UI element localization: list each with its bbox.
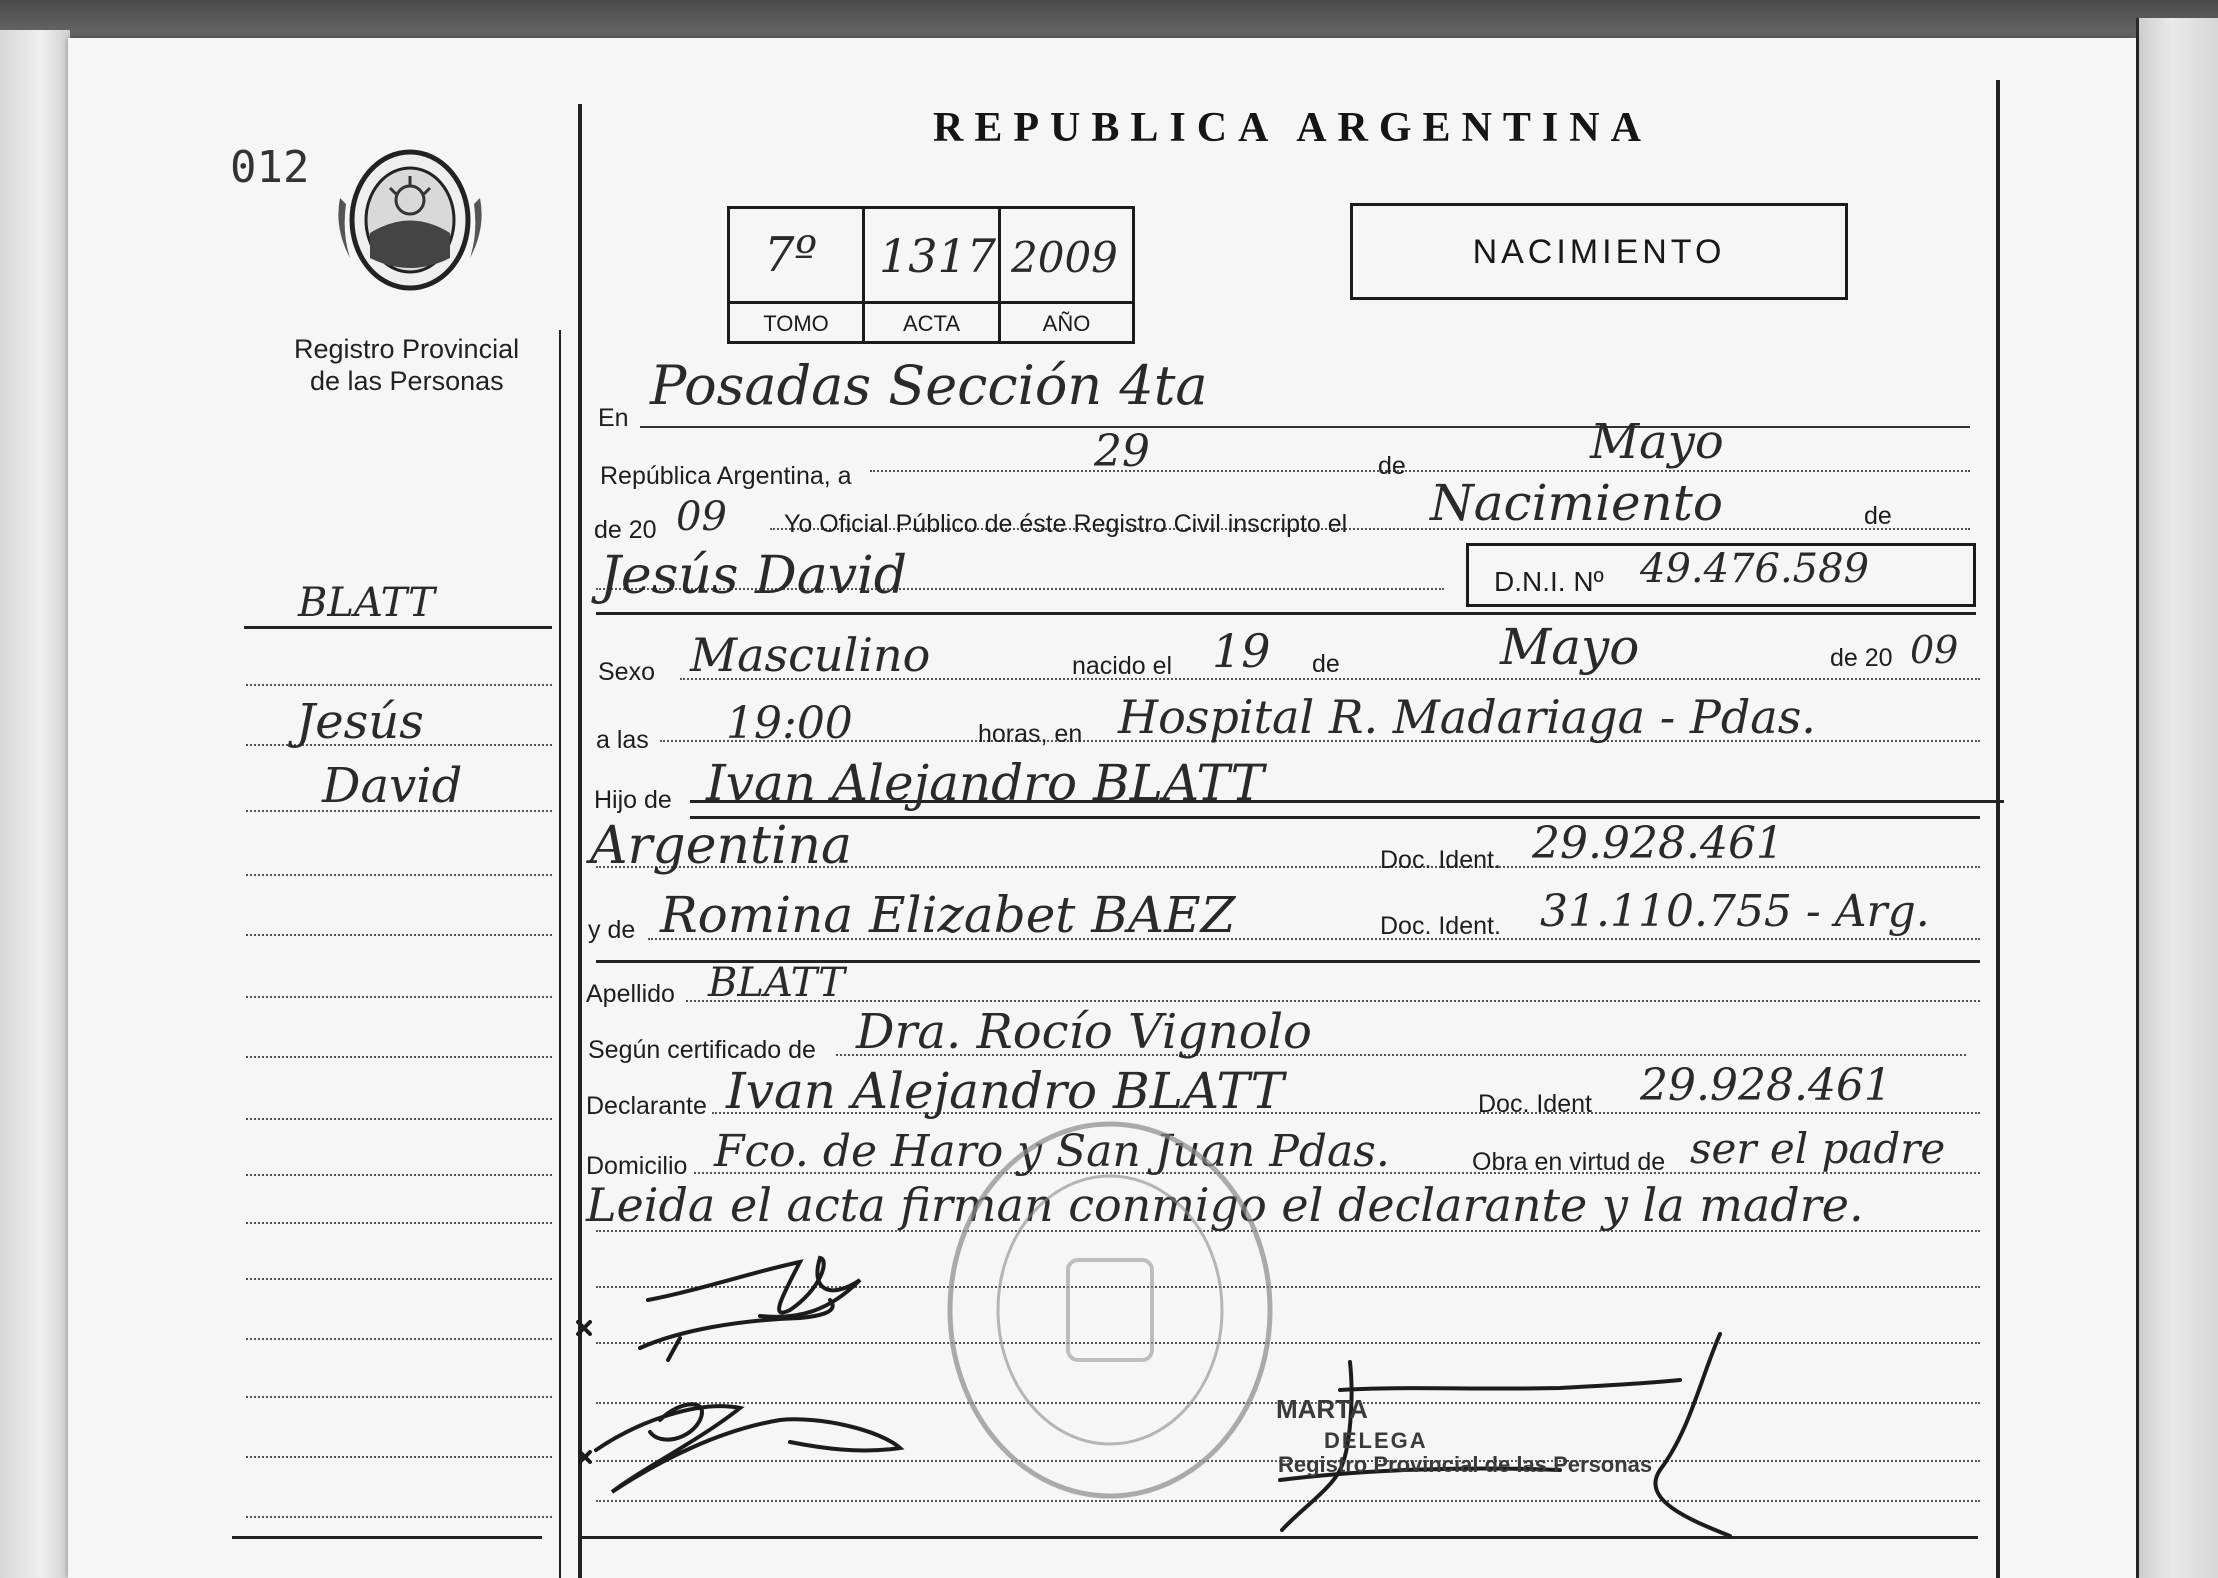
stamp-office: Registro Provincial de las Personas (1278, 1452, 1653, 1477)
document-title: REPUBLICA ARGENTINA (933, 105, 1652, 151)
value-madre: Romina Elizabet BAEZ (660, 886, 1236, 944)
value-padre-doc: 29.928.461 (1532, 818, 1784, 869)
misiones-seal-icon (330, 138, 490, 308)
label-de-3: de (1312, 650, 1340, 678)
margin-line (246, 1118, 552, 1120)
label-de-20: de 20 (594, 516, 657, 544)
record-type-box: NACIMIENTO (1350, 203, 1848, 300)
value-lugar-nac: Hospital R. Madariaga - Pdas. (1118, 690, 1816, 744)
tomo-label: TOMO (730, 301, 865, 344)
margin-surname: BLATT (298, 580, 435, 626)
value-sexo: Masculino (690, 628, 931, 682)
next-page-edge (2136, 18, 2218, 1578)
margin-given-name-1: Jesús (296, 694, 424, 750)
form-line-hijo-2 (690, 816, 1980, 819)
record-number-box (727, 206, 1135, 344)
label-nacido: nacido el (1072, 652, 1173, 680)
label-a-las: a las (596, 726, 649, 754)
form-line-apellido (686, 1000, 1980, 1002)
margin-solid-line-top (244, 626, 552, 629)
label-de-2: de (1864, 502, 1892, 530)
margin-line (246, 1338, 552, 1340)
anio-cell (1001, 209, 1135, 301)
anio-value: 2009 (1011, 233, 1118, 282)
value-padre: Ivan Alejandro BLATT (706, 754, 1264, 812)
value-leida: Leida el acta firman conmigo el declarante y la madre. (586, 1178, 1864, 1232)
margin-line (246, 1456, 552, 1458)
label-domicilio: Domicilio (586, 1152, 688, 1180)
value-anio-nac: 09 (1910, 628, 1959, 672)
margin-line (246, 996, 552, 998)
label-en: En (598, 404, 629, 432)
acta-cell (865, 209, 1001, 301)
margin-given-name-2: David (322, 758, 463, 814)
label-dni: D.N.I. Nº (1494, 566, 1604, 597)
label-obra: Obra en virtud de (1472, 1148, 1666, 1176)
margin-line (246, 1516, 552, 1518)
value-inscripto: Nacimiento (1430, 474, 1723, 532)
label-sexo: Sexo (598, 658, 655, 686)
tomo-cell (730, 209, 865, 301)
value-obra: ser el padre (1690, 1124, 1946, 1173)
margin-solid-line-bottom (232, 1536, 542, 1539)
form-line-blank (596, 1342, 1980, 1344)
value-padre-nacionalidad: Argentina (590, 816, 852, 876)
anio-label: AÑO (1001, 301, 1132, 344)
value-mes-nac: Mayo (1500, 618, 1640, 676)
official-round-stamp-icon (940, 1110, 1280, 1510)
stamp-official-role: DELEGA (1324, 1428, 1428, 1453)
page-number: 012 (230, 142, 310, 193)
value-mes: Mayo (1590, 414, 1724, 470)
value-anio: 09 (676, 494, 727, 540)
value-dia-nac: 19 (1212, 624, 1271, 678)
label-y-de: y de (588, 916, 636, 944)
value-dia: 29 (1094, 426, 1150, 477)
margin-line (246, 934, 552, 936)
value-hora: 19:00 (726, 698, 853, 749)
label-doc-ident-2: Doc. Ident. (1380, 912, 1501, 940)
label-de-20-b: de 20 (1830, 644, 1893, 672)
form-line-blank (596, 1286, 1980, 1288)
tomo-value: 7º (764, 227, 818, 283)
label-hijo: Hijo de (594, 786, 672, 814)
divider-right (1996, 80, 2000, 1578)
divider-left (578, 104, 582, 1578)
margin-line (246, 1056, 552, 1058)
value-nombre: Jesús David (600, 546, 907, 606)
form-line-blank (596, 1500, 1980, 1502)
label-apellido: Apellido (586, 980, 675, 1008)
form-line-bottom (582, 1536, 1978, 1539)
acta-value: 1317 (879, 229, 997, 283)
label-republica: República Argentina, a (600, 462, 852, 490)
page-edge-left (0, 30, 70, 1578)
label-declarante: Declarante (586, 1092, 707, 1120)
value-lugar: Posadas Sección 4ta (650, 354, 1208, 417)
margin-line (246, 1396, 552, 1398)
acta-label: ACTA (865, 301, 1001, 344)
label-segun: Según certificado de (588, 1036, 816, 1064)
value-domicilio: Fco. de Haro y San Juan Pdas. (714, 1126, 1390, 1177)
value-madre-doc: 31.110.755 - Arg. (1540, 886, 1930, 937)
margin-line (246, 1278, 552, 1280)
label-horas: horas, en (978, 720, 1083, 748)
form-line-nombre-bold (596, 612, 1976, 615)
margin-line (246, 684, 552, 686)
registry-name-line2: de las Personas (310, 366, 504, 396)
form-line-en (640, 426, 1970, 428)
value-declarante-doc: 29.928.461 (1640, 1060, 1892, 1111)
margin-line (246, 1222, 552, 1224)
divider-left-inner (559, 330, 561, 1578)
value-declarante: Ivan Alejandro BLATT (726, 1062, 1284, 1120)
value-medico: Dra. Rocío Vignolo (856, 1004, 1312, 1060)
margin-line (246, 874, 552, 876)
label-oficial: Yo Oficial Público de éste Registro Civil inscripto el (784, 510, 1348, 538)
margin-line (246, 1174, 552, 1176)
value-dni: 49.476.589 (1640, 546, 1870, 592)
label-doc-ident-3: Doc. Ident (1478, 1090, 1592, 1118)
registry-name-line1: Registro Provincial (294, 334, 520, 364)
value-apellido: BLATT (708, 960, 845, 1006)
form-line-fecha (870, 470, 1970, 472)
stamp-official-name: MARTA (1276, 1394, 1368, 1424)
label-doc-ident-1: Doc. Ident. (1380, 846, 1501, 874)
label-de: de (1378, 452, 1406, 480)
